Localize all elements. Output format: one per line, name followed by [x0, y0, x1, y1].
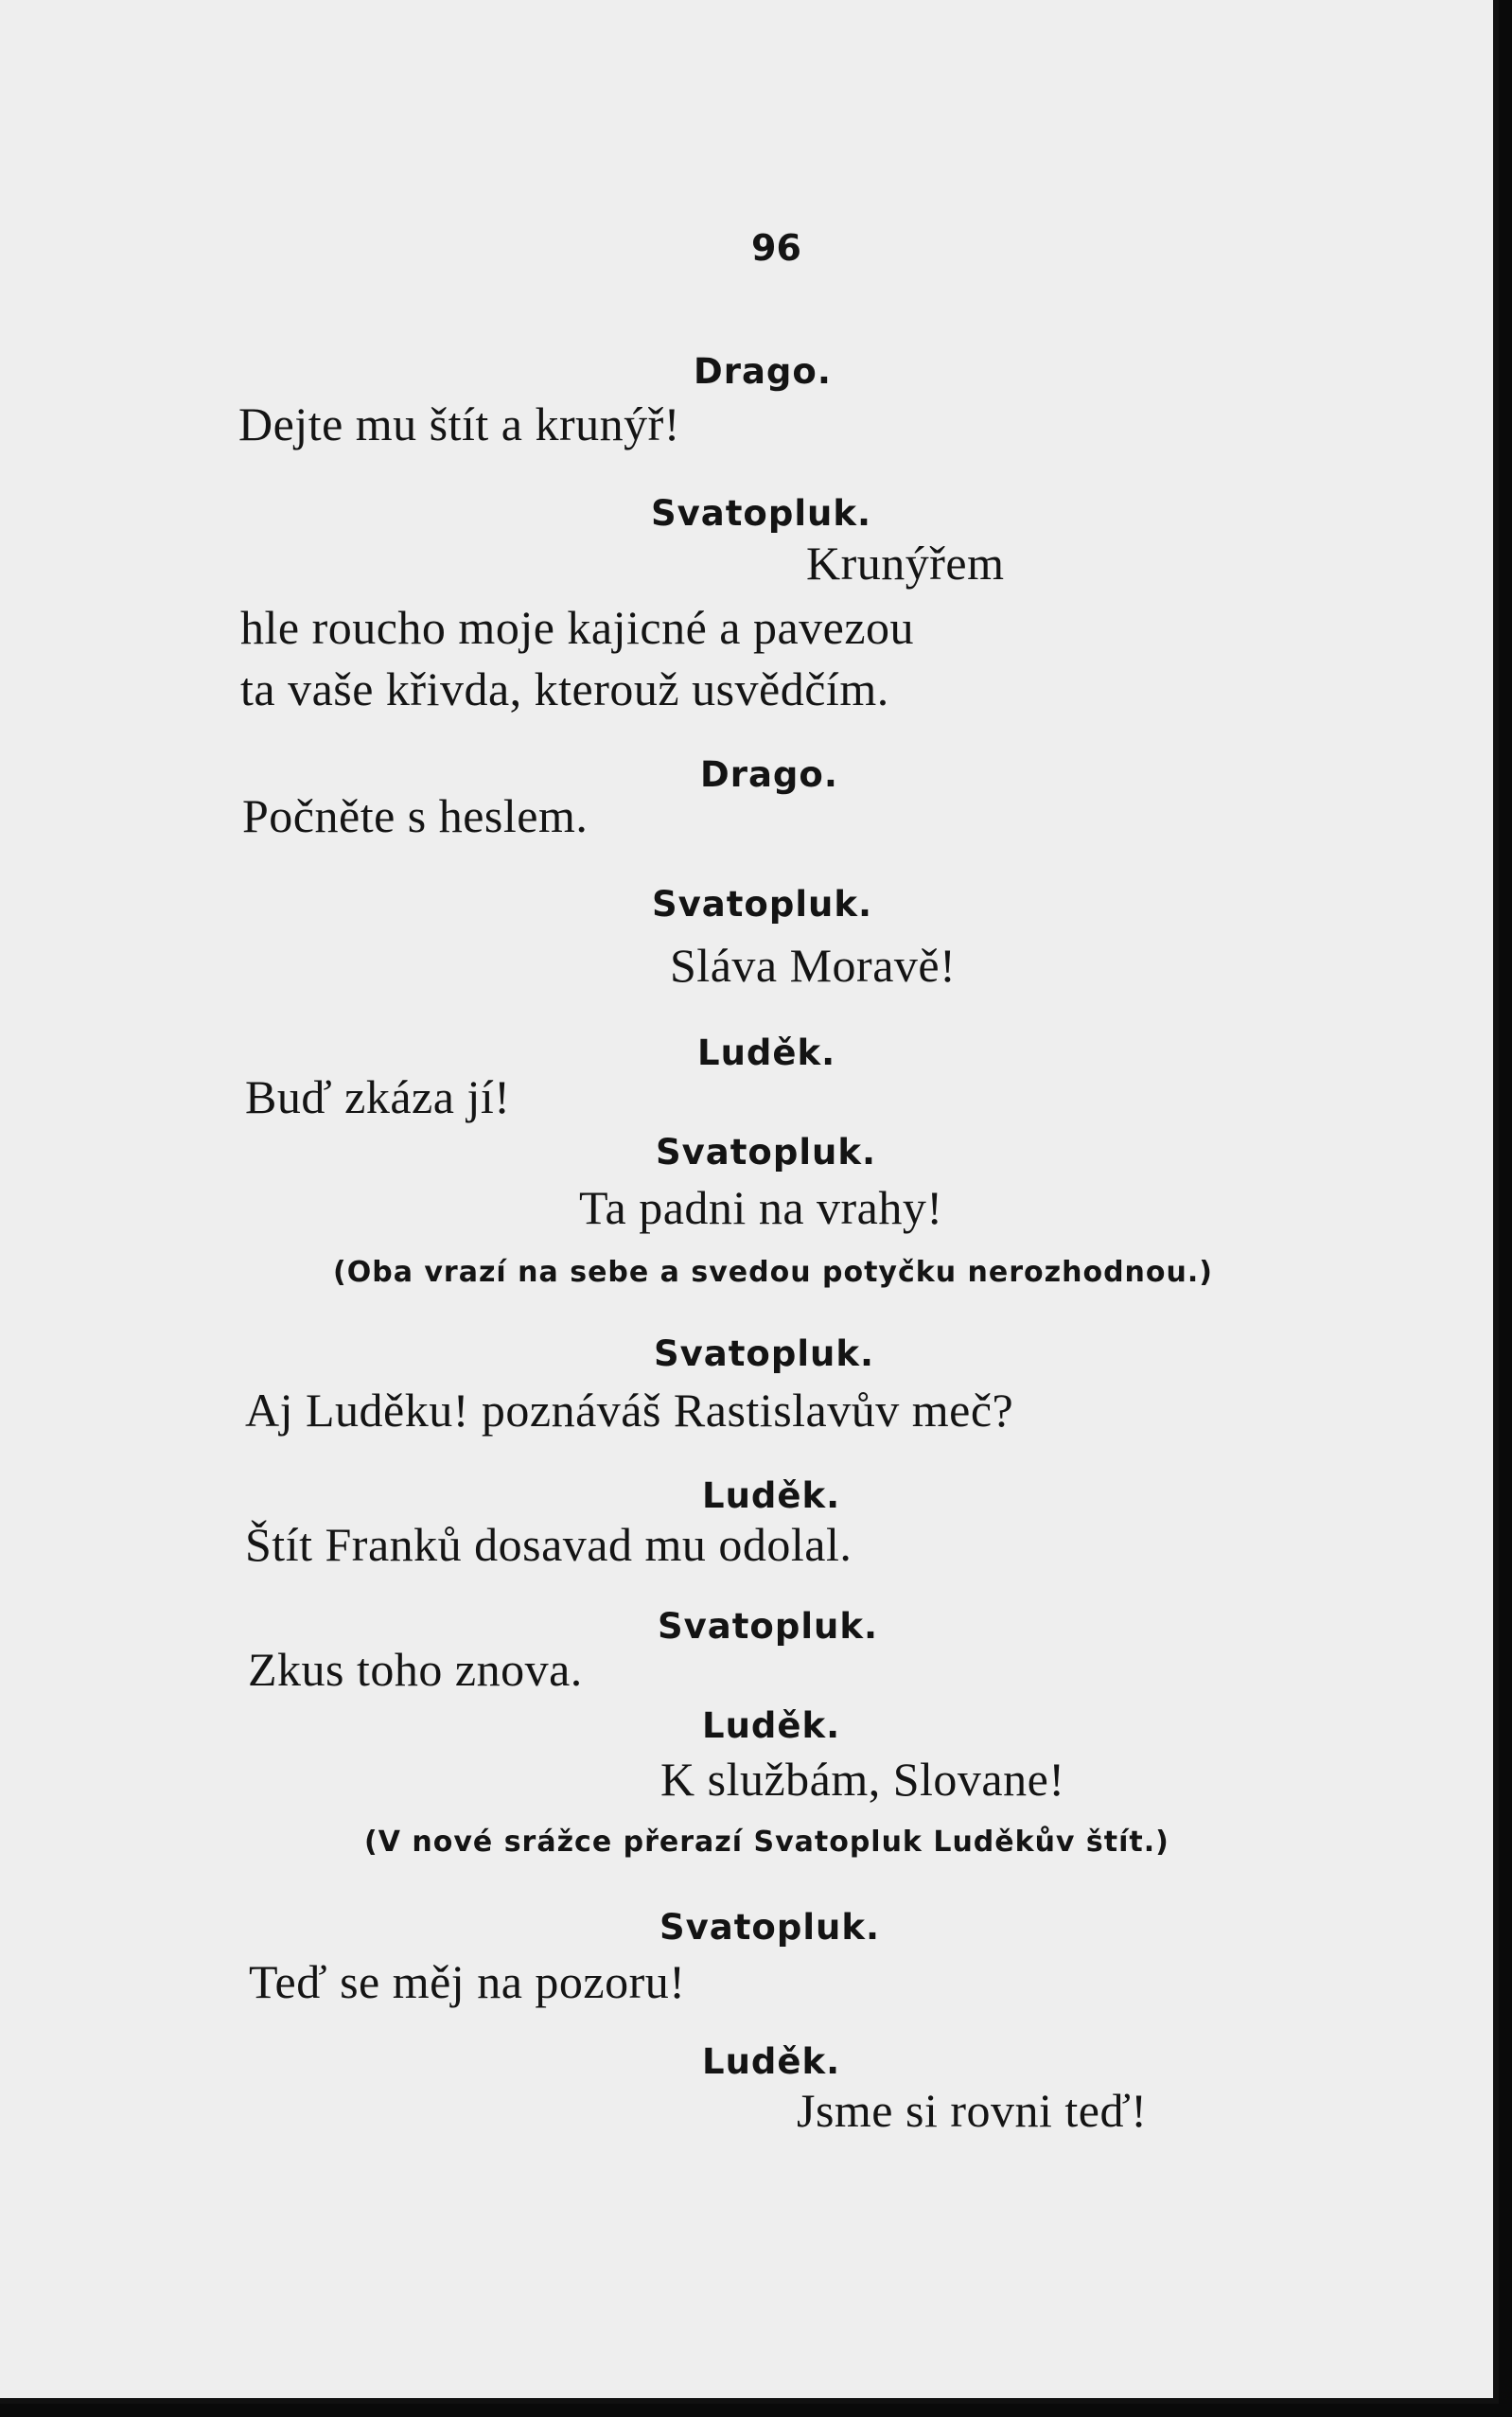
verse-line: Sláva Moravě!	[670, 939, 957, 992]
verse-line: Zkus toho znova.	[248, 1643, 583, 1696]
speaker-name: Svatopluk.	[654, 1333, 875, 1374]
speaker-name: Drago.	[700, 754, 838, 795]
speaker-name: Svatopluk.	[651, 493, 872, 534]
verse-line: Dejte mu štít a krunýř!	[238, 397, 680, 450]
speaker-name: Svatopluk.	[659, 1907, 881, 1948]
verse-line: Počněte s heslem.	[242, 789, 589, 842]
stage-direction: (V nové srážce přerazí Svatopluk Luděkův štít.)	[364, 1826, 1169, 1859]
verse-line: Krunýřem	[806, 537, 1005, 590]
speaker-name: Luděk.	[702, 1705, 841, 1746]
verse-line: Ta padni na vrahy!	[579, 1181, 943, 1234]
speaker-name: Luděk.	[702, 2041, 841, 2082]
verse-line: ta vaše křivda, kterouž usvědčím.	[240, 662, 889, 715]
page-number: 96	[751, 227, 801, 269]
verse-line: Teď se měj na pozoru!	[249, 1955, 686, 2008]
speaker-name: Drago.	[694, 351, 832, 392]
verse-line: Štít Franků dosavad mu odolal.	[245, 1518, 853, 1571]
verse-line: Aj Luděku! poznáváš Rastislavův meč?	[245, 1384, 1014, 1437]
verse-line: Jsme si rovni teď!	[797, 2084, 1148, 2137]
verse-line: K službám, Slovane!	[660, 1753, 1065, 1806]
speaker-name: Svatopluk.	[656, 1132, 877, 1173]
verse-line: Buď zkáza jí!	[245, 1070, 511, 1123]
verse-line: hle roucho moje kajicné a pavezou	[240, 601, 915, 654]
stage-direction: (Oba vrazí na sebe a svedou potyčku nerozhodnou.)	[333, 1256, 1213, 1289]
speaker-name: Svatopluk.	[652, 884, 873, 925]
speaker-name: Luděk.	[697, 1032, 836, 1073]
speaker-name: Luděk.	[702, 1475, 841, 1516]
speaker-name: Svatopluk.	[658, 1606, 879, 1647]
